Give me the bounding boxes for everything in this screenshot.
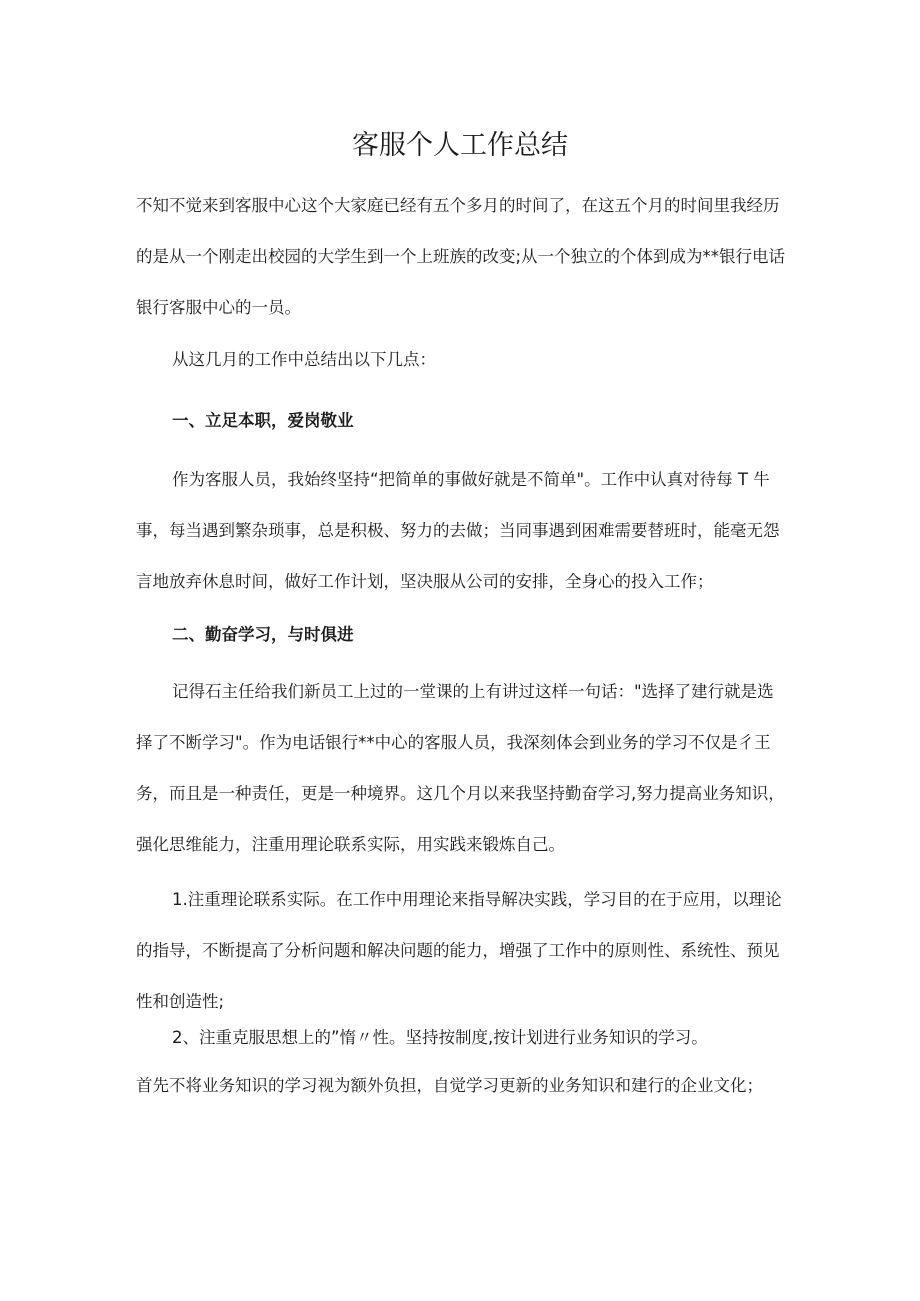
section-heading-2: 二、勤奋学习，与时俱进 [172, 625, 354, 644]
paragraph-point-2: 2、注重克服思想上的”惰〃性。坚持按制度,按计划进行业务知识的学习。 [172, 1028, 708, 1047]
paragraph-point-1: 1.注重理论联系实际。在工作中用理论来指导解决实践，学习目的在于应用，以理论的指导，不断提高了分析问题和解决问题的能力，增强了工作中的原则性、系统性、预见性和创造性; [136, 890, 782, 1011]
paragraph-section-2: 记得石主任给我们新员工上过的一堂课的上有讲过这样一句话："选择了建行就是选择了不断学习"。作为电话银行**中心的客服人员，我深刻体会到业务的学习不仅是彳王务，而且是一种责任，更是一种境界。这几个月以来我坚持勤奋学习,努力提高业务知识，强化思维能力，注重用理论联系实际，用实践来锻炼自己。 [136, 682, 785, 854]
paragraph-section-1: 作为客服人员，我始终坚持“把简单的事做好就是不简单"。工作中认真对待每 T 牛事，每当遇到繁杂琐事，总是积极、努力的去做；当同事遇到困难需要替班时，能毫无怨言地放弃休息时间，做好工作计划，坚决服从公司的安排，全身心的投入工作； [136, 470, 780, 591]
section-heading-1: 一、立足本职，爱岗敬业 [172, 411, 354, 430]
paragraph-point-2-detail: 首先不将业务知识的学习视为额外负担，自觉学习更新的业务知识和建行的企业文化； [136, 1076, 763, 1095]
document-title: 客服个人工作总结 [352, 130, 568, 161]
paragraph-summary-lead: 从这几月的工作中总结出以下几点： [172, 350, 436, 369]
paragraph-intro: 不知不觉来到客服中心这个大家庭已经有五个多月的时间了，在这五个月的时间里我经历的是从一个刚走出校园的大学生到一个上班族的改变;从一个独立的个体到成为**银行电话银行客服中心的一员。 [136, 196, 786, 317]
